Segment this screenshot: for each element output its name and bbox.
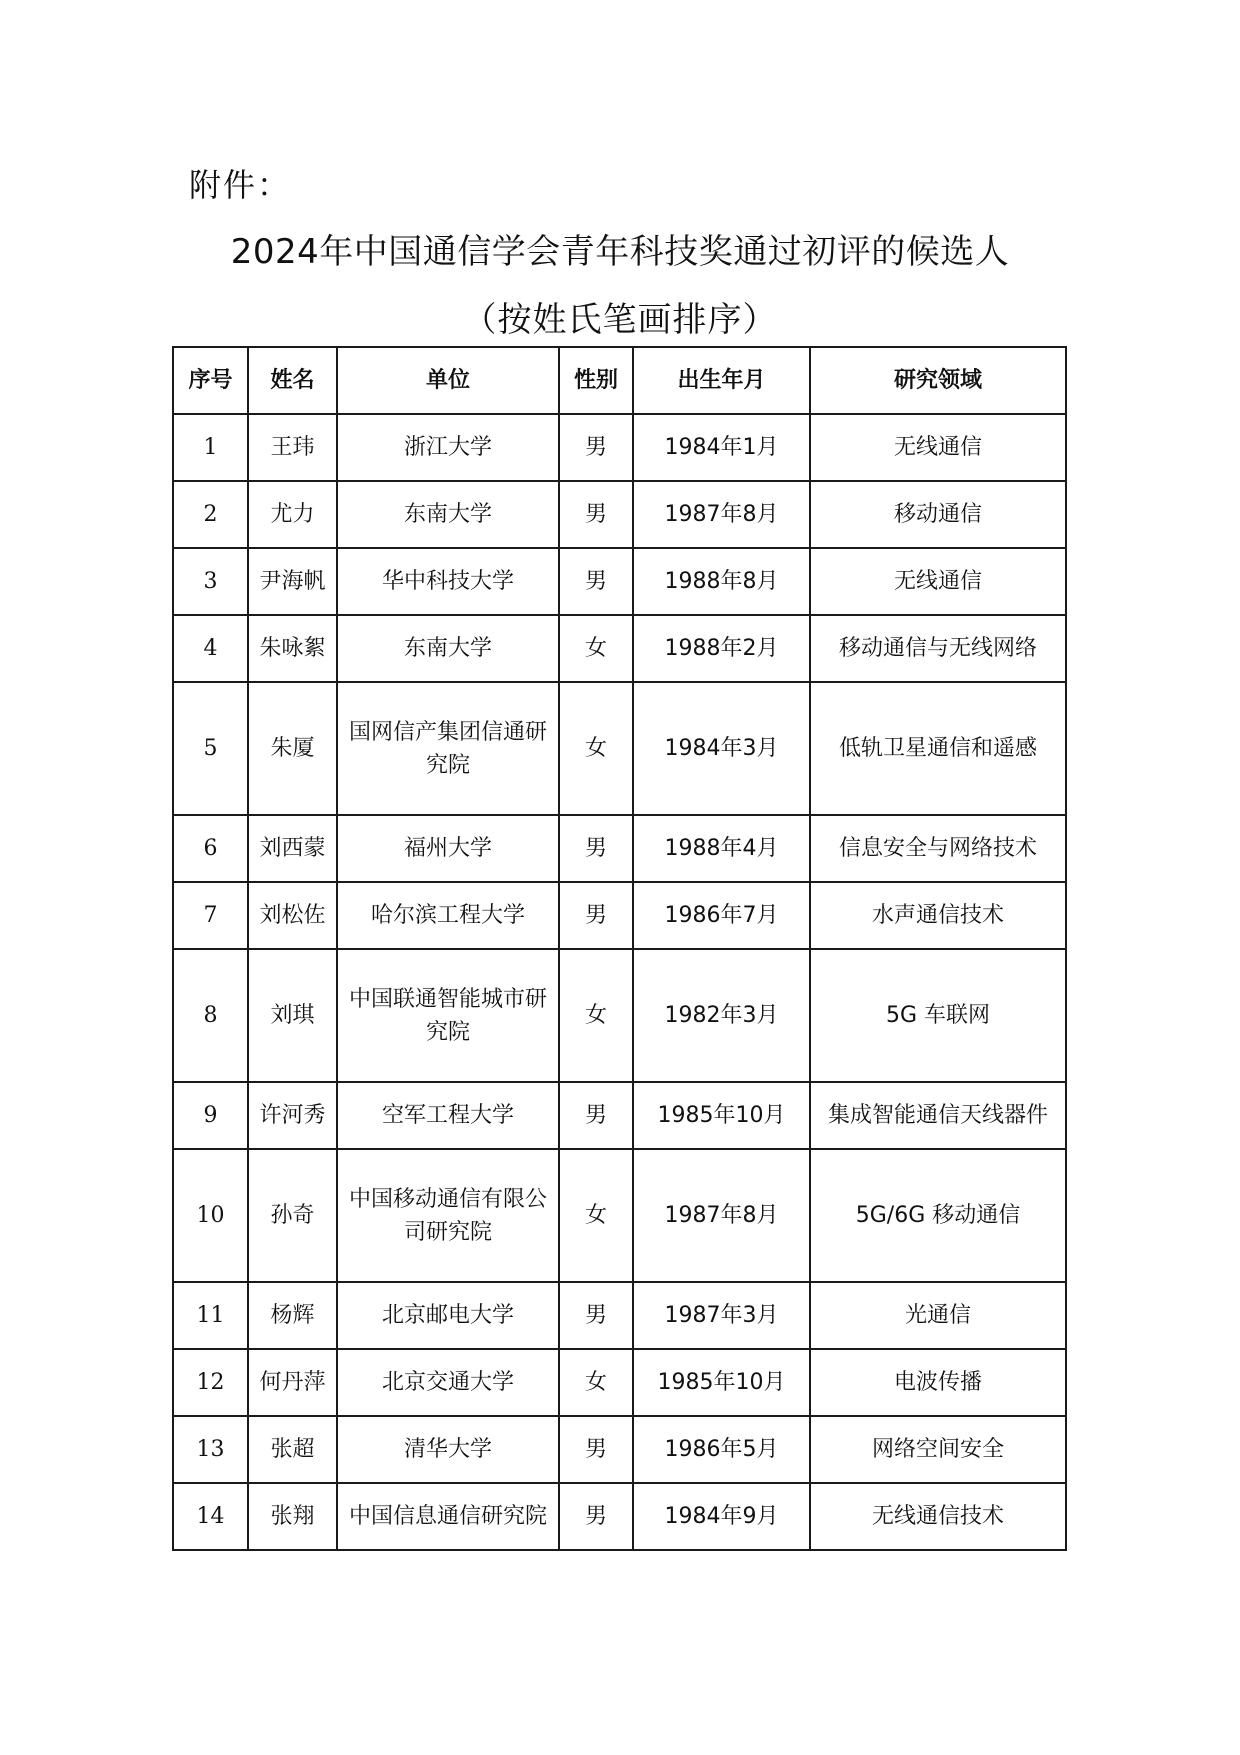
- row-unit: 北京邮电大学: [337, 1282, 559, 1349]
- row-seq: 7: [173, 882, 248, 949]
- row-seq: 5: [173, 682, 248, 815]
- row-birth: 1988年8月: [633, 548, 810, 615]
- row-gender: 男: [559, 1416, 633, 1483]
- row-unit: 东南大学: [337, 481, 559, 548]
- row-name: 许河秀: [248, 1082, 337, 1149]
- row-birth: 1986年7月: [633, 882, 810, 949]
- row-name: 朱厦: [248, 682, 337, 815]
- row-name: 孙奇: [248, 1149, 337, 1282]
- row-field: 无线通信: [810, 414, 1066, 481]
- table-row: [173, 882, 1066, 949]
- row-birth: 1988年4月: [633, 815, 810, 882]
- row-name: 刘西蒙: [248, 815, 337, 882]
- row-field: 水声通信技术: [810, 882, 1066, 949]
- table-row: [173, 949, 1066, 1082]
- row-seq: 9: [173, 1082, 248, 1149]
- table-row: [173, 1282, 1066, 1349]
- header-seq: 序号: [173, 347, 248, 414]
- row-seq: 1: [173, 414, 248, 481]
- row-seq: 8: [173, 949, 248, 1082]
- row-gender: 男: [559, 815, 633, 882]
- row-unit: 中国移动通信有限公司研究院: [337, 1149, 559, 1282]
- row-seq: 10: [173, 1149, 248, 1282]
- row-unit: 中国联通智能城市研究院: [337, 949, 559, 1082]
- row-birth: 1984年3月: [633, 682, 810, 815]
- row-name: 何丹萍: [248, 1349, 337, 1416]
- row-seq: 3: [173, 548, 248, 615]
- row-unit: 北京交通大学: [337, 1349, 559, 1416]
- row-name: 朱咏絮: [248, 615, 337, 682]
- row-birth: 1988年2月: [633, 615, 810, 682]
- row-name: 尤力: [248, 481, 337, 548]
- row-unit: 东南大学: [337, 615, 559, 682]
- row-field: 电波传播: [810, 1349, 1066, 1416]
- row-seq: 2: [173, 481, 248, 548]
- row-gender: 男: [559, 1483, 633, 1550]
- row-field: 5G/6G 移动通信: [810, 1149, 1066, 1282]
- row-seq: 11: [173, 1282, 248, 1349]
- row-gender: 女: [559, 615, 633, 682]
- table-row: [173, 682, 1066, 815]
- row-seq: 14: [173, 1483, 248, 1550]
- row-name: 刘琪: [248, 949, 337, 1082]
- row-name: 王玮: [248, 414, 337, 481]
- row-birth: 1985年10月: [633, 1082, 810, 1149]
- header-birth: 出生年月: [633, 347, 810, 414]
- row-gender: 女: [559, 1149, 633, 1282]
- row-field: 信息安全与网络技术: [810, 815, 1066, 882]
- row-gender: 女: [559, 682, 633, 815]
- row-birth: 1987年8月: [633, 481, 810, 548]
- row-unit: 浙江大学: [337, 414, 559, 481]
- row-birth: 1987年3月: [633, 1282, 810, 1349]
- row-seq: 13: [173, 1416, 248, 1483]
- row-name: 刘松佐: [248, 882, 337, 949]
- row-birth: 1984年1月: [633, 414, 810, 481]
- row-name: 张翔: [248, 1483, 337, 1550]
- row-field: 无线通信技术: [810, 1483, 1066, 1550]
- table-row: [173, 815, 1066, 882]
- table-row: [173, 481, 1066, 548]
- table-row: [173, 414, 1066, 481]
- row-birth: 1984年9月: [633, 1483, 810, 1550]
- row-birth: 1987年8月: [633, 1149, 810, 1282]
- row-unit: 中国信息通信研究院: [337, 1483, 559, 1550]
- table-row: [173, 1349, 1066, 1416]
- row-field: 集成智能通信天线器件: [810, 1082, 1066, 1149]
- row-gender: 男: [559, 548, 633, 615]
- row-field: 低轨卫星通信和遥感: [810, 682, 1066, 815]
- table-header-row: [173, 347, 1066, 414]
- table-row: [173, 1483, 1066, 1550]
- table-row: [173, 548, 1066, 615]
- row-gender: 男: [559, 1282, 633, 1349]
- header-gender: 性别: [559, 347, 633, 414]
- document-subtitle: （按姓氏笔画排序）: [462, 300, 778, 340]
- header-field: 研究领域: [810, 347, 1066, 414]
- row-field: 无线通信: [810, 548, 1066, 615]
- row-unit: 空军工程大学: [337, 1082, 559, 1149]
- row-gender: 男: [559, 414, 633, 481]
- row-gender: 男: [559, 1082, 633, 1149]
- row-birth: 1986年5月: [633, 1416, 810, 1483]
- row-seq: 6: [173, 815, 248, 882]
- row-birth: 1982年3月: [633, 949, 810, 1082]
- document-title: 2024年中国通信学会青年科技奖通过初评的候选人: [230, 232, 1010, 272]
- row-field: 5G 车联网: [810, 949, 1066, 1082]
- row-seq: 12: [173, 1349, 248, 1416]
- row-unit: 华中科技大学: [337, 548, 559, 615]
- row-field: 移动通信与无线网络: [810, 615, 1066, 682]
- row-field: 光通信: [810, 1282, 1066, 1349]
- row-name: 杨辉: [248, 1282, 337, 1349]
- table-row: [173, 1082, 1066, 1149]
- row-unit: 清华大学: [337, 1416, 559, 1483]
- row-field: 移动通信: [810, 481, 1066, 548]
- row-unit: 福州大学: [337, 815, 559, 882]
- attachment-label: 附件：: [189, 166, 292, 204]
- row-name: 尹海帆: [248, 548, 337, 615]
- row-seq: 4: [173, 615, 248, 682]
- row-gender: 男: [559, 882, 633, 949]
- table-row: [173, 1149, 1066, 1282]
- row-birth: 1985年10月: [633, 1349, 810, 1416]
- table-body: [173, 414, 1066, 1550]
- row-gender: 女: [559, 949, 633, 1082]
- header-unit: 单位: [337, 347, 559, 414]
- row-unit: 国网信产集团信通研究院: [337, 682, 559, 815]
- row-name: 张超: [248, 1416, 337, 1483]
- row-gender: 女: [559, 1349, 633, 1416]
- candidates-table: [172, 346, 1067, 1551]
- row-gender: 男: [559, 481, 633, 548]
- table-row: [173, 1416, 1066, 1483]
- row-unit: 哈尔滨工程大学: [337, 882, 559, 949]
- table-row: [173, 615, 1066, 682]
- row-field: 网络空间安全: [810, 1416, 1066, 1483]
- header-name: 姓名: [248, 347, 337, 414]
